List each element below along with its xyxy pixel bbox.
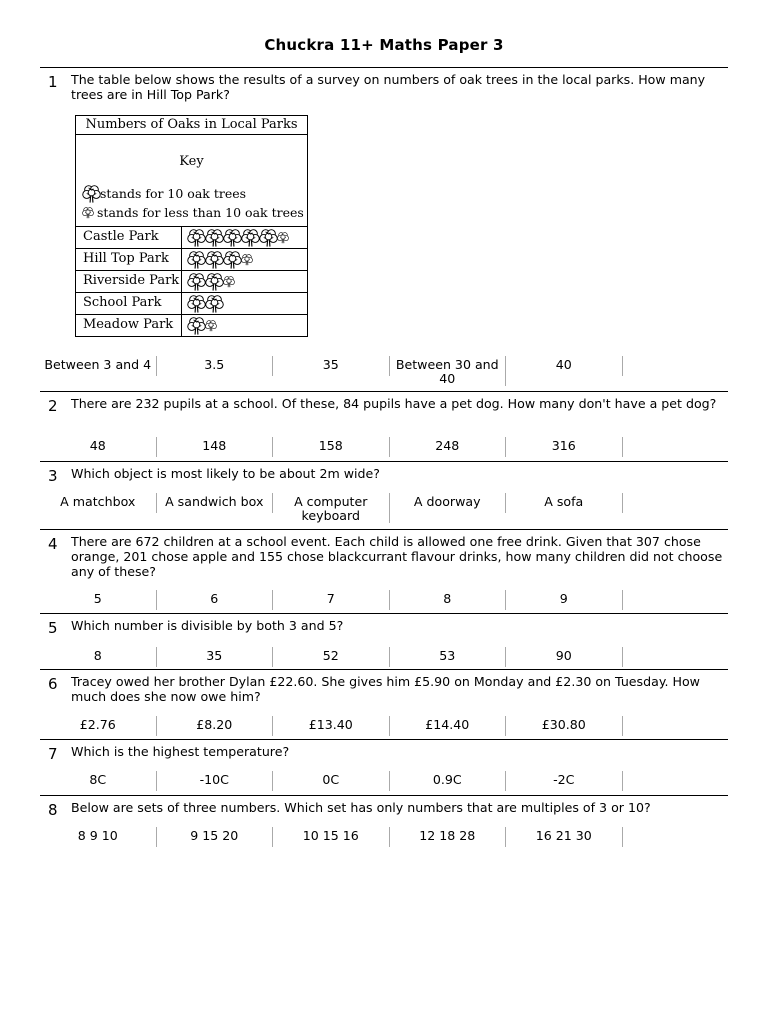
- answer-option[interactable]: 35: [273, 356, 390, 376]
- park-name: Riverside Park: [76, 271, 182, 292]
- answer-option[interactable]: 148: [157, 437, 274, 457]
- answer-option[interactable]: 8: [390, 590, 507, 610]
- answer-option[interactable]: 40: [506, 356, 623, 376]
- question-number: 8: [48, 801, 58, 819]
- answer-option[interactable]: 35: [157, 647, 274, 667]
- question-5: [40, 613, 728, 670]
- question-text: Below are sets of three numbers. Which set has only numbers that are multiples of 3 or 10?: [71, 800, 651, 815]
- key-full-label: stands for 10 oak trees: [100, 186, 247, 201]
- question-2: [40, 391, 728, 462]
- question-4: [40, 529, 728, 614]
- answer-option[interactable]: A matchbox: [40, 493, 157, 513]
- tree-icons: [182, 271, 307, 292]
- answer-options: [40, 716, 623, 736]
- small-oak-tree-icon: [223, 275, 235, 288]
- answer-option[interactable]: 52: [273, 647, 390, 667]
- park-name: Castle Park: [76, 227, 182, 248]
- answer-option[interactable]: 6: [157, 590, 274, 610]
- small-oak-tree-icon: [82, 206, 94, 219]
- oak-tree-icon: [187, 228, 206, 247]
- answer-options: [40, 437, 623, 457]
- pictogram-header: Numbers of Oaks in Local Parks: [76, 116, 307, 135]
- question-number: 3: [48, 467, 58, 485]
- pictogram-row: [76, 248, 307, 270]
- answer-option[interactable]: 0C: [273, 771, 390, 791]
- small-oak-tree-icon: [277, 231, 289, 244]
- oak-tree-icon: [259, 228, 278, 247]
- pictogram-row: [76, 270, 307, 292]
- park-name: Hill Top Park: [76, 249, 182, 270]
- oak-tree-icon: [205, 272, 224, 291]
- answer-options: [40, 590, 623, 610]
- answer-option[interactable]: 5: [40, 590, 157, 610]
- answer-option[interactable]: £30.80: [506, 716, 623, 736]
- answer-option[interactable]: 90: [506, 647, 623, 667]
- answer-option[interactable]: Between 3 and 4: [40, 356, 157, 376]
- answer-option[interactable]: A computer keyboard: [273, 493, 390, 523]
- question-number: 2: [48, 397, 58, 415]
- oak-tree-icon: [205, 228, 224, 247]
- oak-tree-icon: [187, 294, 206, 313]
- answer-option[interactable]: 16 21 30: [506, 827, 623, 847]
- key-title: Key: [179, 154, 204, 169]
- paper-title: Chuckra 11+ Maths Paper 3: [264, 36, 504, 54]
- tree-icons: [182, 249, 307, 270]
- oak-tree-icon: [241, 228, 260, 247]
- answer-option[interactable]: A sofa: [506, 493, 623, 513]
- question-number: 5: [48, 619, 58, 637]
- answer-options: [40, 493, 623, 523]
- answer-option[interactable]: 7: [273, 590, 390, 610]
- oak-tree-icon: [82, 184, 101, 203]
- answer-option[interactable]: 3.5: [157, 356, 274, 376]
- oak-tree-icon: [223, 228, 242, 247]
- tree-icons: [182, 293, 307, 314]
- question-text: There are 672 children at a school event. Each child is allowed one free drink. Given that 307 chose orange, 201 chose apple and 155 chose blackcurrant flavour drinks, how many children did not choose any of these?: [71, 534, 723, 579]
- question-6: [40, 669, 728, 740]
- answer-option[interactable]: 9: [506, 590, 623, 610]
- oak-tree-icon: [187, 250, 206, 269]
- answer-option[interactable]: 8 9 10: [40, 827, 157, 847]
- answer-options: [40, 356, 623, 386]
- answer-option[interactable]: 248: [390, 437, 507, 457]
- question-3: [40, 461, 728, 530]
- pictogram-key: [76, 135, 307, 227]
- oak-tree-icon: [187, 272, 206, 291]
- answer-options: [40, 771, 623, 791]
- answer-options: [40, 647, 623, 667]
- answer-option[interactable]: £13.40: [273, 716, 390, 736]
- answer-option[interactable]: 9 15 20: [157, 827, 274, 847]
- pictogram-row: [76, 314, 307, 336]
- question-number: 6: [48, 675, 58, 693]
- small-oak-tree-icon: [241, 253, 253, 266]
- answer-option[interactable]: -10C: [157, 771, 274, 791]
- answer-option[interactable]: 53: [390, 647, 507, 667]
- answer-option[interactable]: 158: [273, 437, 390, 457]
- park-name: School Park: [76, 293, 182, 314]
- oak-tree-icon: [205, 294, 224, 313]
- answer-option[interactable]: 48: [40, 437, 157, 457]
- small-oak-tree-icon: [205, 319, 217, 332]
- question-number: 1: [48, 73, 58, 91]
- question-text: Which number is divisible by both 3 and 5?: [71, 618, 344, 633]
- answer-option[interactable]: 0.9C: [390, 771, 507, 791]
- answer-option[interactable]: £14.40: [390, 716, 507, 736]
- oak-tree-icon: [187, 316, 206, 335]
- answer-option[interactable]: 12 18 28: [390, 827, 507, 847]
- question-number: 4: [48, 535, 58, 553]
- tree-icons: [182, 315, 307, 336]
- answer-option[interactable]: -2C: [506, 771, 623, 791]
- tree-icons: [182, 227, 307, 248]
- key-partial-label: stands for less than 10 oak trees: [97, 205, 304, 220]
- pictogram-row: [76, 227, 307, 248]
- answer-option[interactable]: £2.76: [40, 716, 157, 736]
- answer-option[interactable]: A sandwich box: [157, 493, 274, 513]
- answer-option[interactable]: A doorway: [390, 493, 507, 513]
- question-text: The table below shows the results of a survey on numbers of oak trees in the local parks. How many trees are in Hill Top Park?: [71, 72, 706, 102]
- oak-tree-icon: [223, 250, 242, 269]
- answer-option[interactable]: 10 15 16: [273, 827, 390, 847]
- park-name: Meadow Park: [76, 315, 182, 336]
- answer-option[interactable]: £8.20: [157, 716, 274, 736]
- answer-option[interactable]: 8: [40, 647, 157, 667]
- oak-tree-icon: [205, 250, 224, 269]
- question-text: Which is the highest temperature?: [71, 744, 290, 759]
- pictogram-row: [76, 292, 307, 314]
- question-text: Which object is most likely to be about 2m wide?: [71, 466, 380, 481]
- answer-option[interactable]: Between 30 and 40: [390, 356, 507, 386]
- pictogram-rows: [76, 227, 307, 336]
- answer-options: [40, 827, 623, 847]
- question-text: There are 232 pupils at a school. Of these, 84 pupils have a pet dog. How many don't have a pet dog?: [71, 396, 717, 411]
- question-7: [40, 739, 728, 796]
- question-text: Tracey owed her brother Dylan £22.60. She gives him £5.90 on Monday and £2.30 on Tuesday. How much does she now owe him?: [71, 674, 700, 704]
- question-number: 7: [48, 745, 58, 763]
- answer-option[interactable]: 316: [506, 437, 623, 457]
- pictogram-table: [75, 115, 308, 337]
- question-8: [40, 795, 728, 856]
- answer-option[interactable]: 8C: [40, 771, 157, 791]
